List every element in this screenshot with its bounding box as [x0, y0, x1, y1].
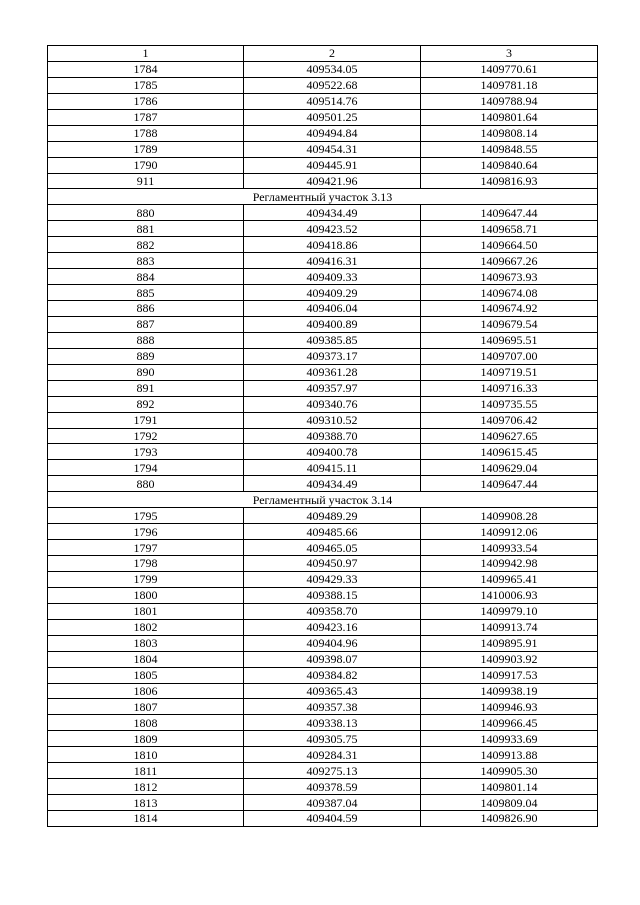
point-number-cell: 1810: [48, 747, 244, 763]
point-number-cell: 1807: [48, 699, 244, 715]
y-coordinate-cell: 1409707.00: [421, 348, 598, 364]
y-coordinate-cell: 1409658.71: [421, 221, 598, 237]
point-number-cell: 1787: [48, 109, 244, 125]
x-coordinate-cell: 409357.38: [244, 699, 421, 715]
table-row: [48, 571, 598, 587]
x-coordinate-cell: 409340.76: [244, 396, 421, 412]
point-number-cell: 1794: [48, 460, 244, 476]
x-coordinate-cell: 409489.29: [244, 508, 421, 524]
table-row: [48, 285, 598, 301]
y-coordinate-cell: 1409905.30: [421, 763, 598, 779]
x-coordinate-cell: 409450.97: [244, 556, 421, 572]
x-coordinate-cell: 409423.52: [244, 221, 421, 237]
y-coordinate-cell: 1410006.93: [421, 587, 598, 603]
x-coordinate-cell: 409398.07: [244, 651, 421, 667]
point-number-cell: 880: [48, 205, 244, 221]
point-number-cell: 1802: [48, 619, 244, 635]
table-row: [48, 460, 598, 476]
x-coordinate-cell: 409400.78: [244, 444, 421, 460]
table-row: [48, 476, 598, 492]
x-coordinate-cell: 409310.52: [244, 412, 421, 428]
x-coordinate-cell: 409534.05: [244, 61, 421, 77]
table-row: [48, 93, 598, 109]
x-coordinate-cell: 409409.29: [244, 285, 421, 301]
table-header-row: [48, 46, 598, 62]
x-coordinate-cell: 409418.86: [244, 237, 421, 253]
y-coordinate-cell: 1409895.91: [421, 635, 598, 651]
y-coordinate-cell: 1409647.44: [421, 476, 598, 492]
point-number-cell: 887: [48, 316, 244, 332]
x-coordinate-cell: 409514.76: [244, 93, 421, 109]
y-coordinate-cell: 1409942.98: [421, 556, 598, 572]
point-number-cell: 1803: [48, 635, 244, 651]
table-row: [48, 61, 598, 77]
y-coordinate-cell: 1409674.92: [421, 301, 598, 317]
x-coordinate-cell: 409465.05: [244, 540, 421, 556]
table-row: [48, 253, 598, 269]
point-number-cell: 911: [48, 173, 244, 189]
table-row: [48, 683, 598, 699]
point-number-cell: 1808: [48, 715, 244, 731]
table-row: [48, 332, 598, 348]
point-number-cell: 892: [48, 396, 244, 412]
y-coordinate-cell: 1409840.64: [421, 157, 598, 173]
y-coordinate-cell: 1409917.53: [421, 667, 598, 683]
section-heading: Регламентный участок 3.13: [48, 189, 598, 205]
point-number-cell: 1791: [48, 412, 244, 428]
x-coordinate-cell: 409501.25: [244, 109, 421, 125]
table-row: [48, 651, 598, 667]
x-coordinate-cell: 409400.89: [244, 316, 421, 332]
table-row: [48, 237, 598, 253]
table-row: [48, 412, 598, 428]
x-coordinate-cell: 409338.13: [244, 715, 421, 731]
point-number-cell: 881: [48, 221, 244, 237]
point-number-cell: 1814: [48, 811, 244, 827]
point-number-cell: 886: [48, 301, 244, 317]
x-coordinate-cell: 409406.04: [244, 301, 421, 317]
x-coordinate-cell: 409404.96: [244, 635, 421, 651]
y-coordinate-cell: 1409848.55: [421, 141, 598, 157]
x-coordinate-cell: 409358.70: [244, 603, 421, 619]
section-heading-row: [48, 189, 598, 205]
point-number-cell: 1797: [48, 540, 244, 556]
point-number-cell: 1792: [48, 428, 244, 444]
y-coordinate-cell: 1409808.14: [421, 125, 598, 141]
y-coordinate-cell: 1409826.90: [421, 811, 598, 827]
table-row: [48, 619, 598, 635]
point-number-cell: 1790: [48, 157, 244, 173]
table-row: [48, 715, 598, 731]
table-row: [48, 173, 598, 189]
y-coordinate-cell: 1409801.64: [421, 109, 598, 125]
point-number-cell: 890: [48, 364, 244, 380]
point-number-cell: 1800: [48, 587, 244, 603]
y-coordinate-cell: 1409674.08: [421, 285, 598, 301]
y-coordinate-cell: 1409679.54: [421, 316, 598, 332]
table-row: [48, 428, 598, 444]
y-coordinate-cell: 1409647.44: [421, 205, 598, 221]
y-coordinate-cell: 1409615.45: [421, 444, 598, 460]
x-coordinate-cell: 409485.66: [244, 524, 421, 540]
point-number-cell: 1789: [48, 141, 244, 157]
y-coordinate-cell: 1409781.18: [421, 77, 598, 93]
table-row: [48, 380, 598, 396]
table-row: [48, 301, 598, 317]
x-coordinate-cell: 409284.31: [244, 747, 421, 763]
column-header-1: 1: [48, 46, 244, 62]
table-row: [48, 795, 598, 811]
y-coordinate-cell: 1409933.54: [421, 540, 598, 556]
x-coordinate-cell: 409275.13: [244, 763, 421, 779]
table-row: [48, 205, 598, 221]
point-number-cell: 880: [48, 476, 244, 492]
x-coordinate-cell: 409378.59: [244, 779, 421, 795]
y-coordinate-cell: 1409719.51: [421, 364, 598, 380]
table-row: [48, 348, 598, 364]
point-number-cell: 885: [48, 285, 244, 301]
x-coordinate-cell: 409388.15: [244, 587, 421, 603]
point-number-cell: 889: [48, 348, 244, 364]
point-number-cell: 1804: [48, 651, 244, 667]
table-row: [48, 763, 598, 779]
point-number-cell: 1784: [48, 61, 244, 77]
point-number-cell: 1805: [48, 667, 244, 683]
x-coordinate-cell: 409357.97: [244, 380, 421, 396]
table-row: [48, 109, 598, 125]
point-number-cell: 888: [48, 332, 244, 348]
x-coordinate-cell: 409434.49: [244, 205, 421, 221]
point-number-cell: 1795: [48, 508, 244, 524]
x-coordinate-cell: 409404.59: [244, 811, 421, 827]
table-row: [48, 508, 598, 524]
table-row: [48, 635, 598, 651]
x-coordinate-cell: 409373.17: [244, 348, 421, 364]
point-number-cell: 884: [48, 269, 244, 285]
table-row: [48, 747, 598, 763]
point-number-cell: 1801: [48, 603, 244, 619]
y-coordinate-cell: 1409903.92: [421, 651, 598, 667]
section-heading-row: [48, 492, 598, 508]
y-coordinate-cell: 1409966.45: [421, 715, 598, 731]
table-row: [48, 779, 598, 795]
table-row: [48, 157, 598, 173]
section-heading: Регламентный участок 3.14: [48, 492, 598, 508]
y-coordinate-cell: 1409695.51: [421, 332, 598, 348]
point-number-cell: 1793: [48, 444, 244, 460]
y-coordinate-cell: 1409913.88: [421, 747, 598, 763]
y-coordinate-cell: 1409946.93: [421, 699, 598, 715]
table-body: [48, 46, 598, 827]
table-row: [48, 221, 598, 237]
table-row: [48, 364, 598, 380]
y-coordinate-cell: 1409913.74: [421, 619, 598, 635]
table-row: [48, 603, 598, 619]
table-row: [48, 444, 598, 460]
y-coordinate-cell: 1409809.04: [421, 795, 598, 811]
coordinates-table: [47, 45, 598, 827]
y-coordinate-cell: 1409706.42: [421, 412, 598, 428]
y-coordinate-cell: 1409788.94: [421, 93, 598, 109]
y-coordinate-cell: 1409735.55: [421, 396, 598, 412]
x-coordinate-cell: 409384.82: [244, 667, 421, 683]
table-row: [48, 587, 598, 603]
x-coordinate-cell: 409423.16: [244, 619, 421, 635]
point-number-cell: 1806: [48, 683, 244, 699]
x-coordinate-cell: 409409.33: [244, 269, 421, 285]
y-coordinate-cell: 1409938.19: [421, 683, 598, 699]
y-coordinate-cell: 1409627.65: [421, 428, 598, 444]
point-number-cell: 1785: [48, 77, 244, 93]
x-coordinate-cell: 409305.75: [244, 731, 421, 747]
x-coordinate-cell: 409365.43: [244, 683, 421, 699]
y-coordinate-cell: 1409770.61: [421, 61, 598, 77]
y-coordinate-cell: 1409979.10: [421, 603, 598, 619]
x-coordinate-cell: 409434.49: [244, 476, 421, 492]
x-coordinate-cell: 409421.96: [244, 173, 421, 189]
point-number-cell: 1809: [48, 731, 244, 747]
y-coordinate-cell: 1409664.50: [421, 237, 598, 253]
table-row: [48, 731, 598, 747]
document-page: [47, 45, 597, 827]
table-row: [48, 524, 598, 540]
point-number-cell: 891: [48, 380, 244, 396]
y-coordinate-cell: 1409816.93: [421, 173, 598, 189]
y-coordinate-cell: 1409716.33: [421, 380, 598, 396]
x-coordinate-cell: 409387.04: [244, 795, 421, 811]
y-coordinate-cell: 1409965.41: [421, 571, 598, 587]
point-number-cell: 882: [48, 237, 244, 253]
y-coordinate-cell: 1409912.06: [421, 524, 598, 540]
point-number-cell: 1812: [48, 779, 244, 795]
x-coordinate-cell: 409388.70: [244, 428, 421, 444]
table-row: [48, 396, 598, 412]
table-row: [48, 77, 598, 93]
y-coordinate-cell: 1409673.93: [421, 269, 598, 285]
table-row: [48, 316, 598, 332]
point-number-cell: 1813: [48, 795, 244, 811]
x-coordinate-cell: 409454.31: [244, 141, 421, 157]
point-number-cell: 883: [48, 253, 244, 269]
table-row: [48, 269, 598, 285]
table-row: [48, 141, 598, 157]
point-number-cell: 1798: [48, 556, 244, 572]
x-coordinate-cell: 409445.91: [244, 157, 421, 173]
table-row: [48, 811, 598, 827]
point-number-cell: 1811: [48, 763, 244, 779]
point-number-cell: 1786: [48, 93, 244, 109]
x-coordinate-cell: 409494.84: [244, 125, 421, 141]
table-row: [48, 556, 598, 572]
table-row: [48, 540, 598, 556]
column-header-3: 3: [421, 46, 598, 62]
x-coordinate-cell: 409429.33: [244, 571, 421, 587]
point-number-cell: 1796: [48, 524, 244, 540]
y-coordinate-cell: 1409801.14: [421, 779, 598, 795]
table-row: [48, 699, 598, 715]
y-coordinate-cell: 1409667.26: [421, 253, 598, 269]
table-row: [48, 667, 598, 683]
y-coordinate-cell: 1409933.69: [421, 731, 598, 747]
x-coordinate-cell: 409385.85: [244, 332, 421, 348]
x-coordinate-cell: 409415.11: [244, 460, 421, 476]
point-number-cell: 1799: [48, 571, 244, 587]
x-coordinate-cell: 409361.28: [244, 364, 421, 380]
column-header-2: 2: [244, 46, 421, 62]
x-coordinate-cell: 409522.68: [244, 77, 421, 93]
table-row: [48, 125, 598, 141]
x-coordinate-cell: 409416.31: [244, 253, 421, 269]
y-coordinate-cell: 1409629.04: [421, 460, 598, 476]
point-number-cell: 1788: [48, 125, 244, 141]
y-coordinate-cell: 1409908.28: [421, 508, 598, 524]
